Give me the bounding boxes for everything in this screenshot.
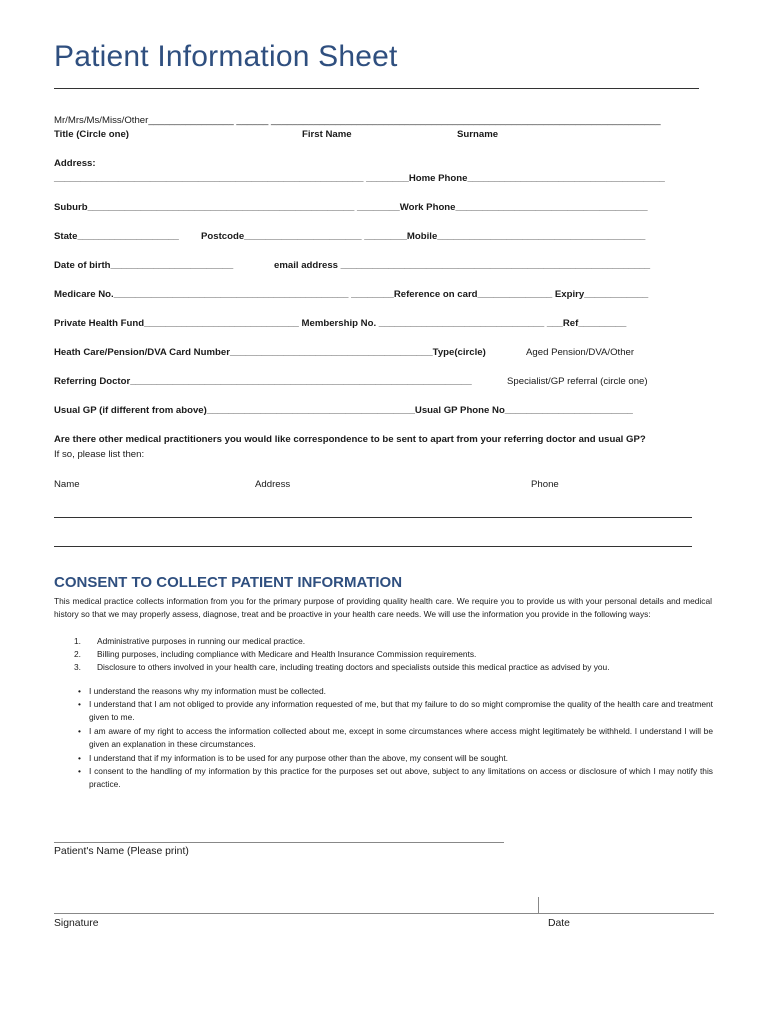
list-number-1: 1. [74,636,81,646]
dob-field[interactable]: Date of birth_______________________ [54,260,234,271]
address-home-phone-field[interactable]: __________________________________________________________ ________Home Phone_____________________________________ [54,173,665,184]
surname-label: Surname [457,129,499,140]
signature-label: Signature [54,918,99,929]
other-practitioners-question: Are there other medical practitioners you would like correspondence to be sent to apart from your referring doctor and usual GP? [54,434,646,445]
bullet-icon: • [78,753,81,763]
signature-divider [538,897,539,914]
date-label: Date [548,918,570,929]
practitioner-entry-line-1[interactable] [54,517,692,518]
signature-line[interactable] [54,913,714,914]
referral-options[interactable]: Specialist/GP referral (circle one) [507,376,648,387]
bullet-item-4: I understand that if my information is to be used for any purpose other than the above, my consent will be sought. [89,753,508,763]
title-rule [54,88,699,89]
bullet-item-5: I consent to the handling of my information by this practice for the purposes set out above, subject to any limitations on access or disclosure of which I may notify this practice. [89,766,713,790]
state-field[interactable]: State___________________ [54,231,179,242]
bullet-icon: • [78,686,81,696]
practitioner-entry-line-2[interactable] [54,546,692,547]
email-field[interactable]: email address __________________________________________________________ [274,260,651,271]
list-number-3: 3. [74,662,81,672]
private-health-field[interactable]: Private Health Fund_____________________________ Membership No. _______________________________ ___Ref_________ [54,318,627,329]
list-item-3: Disclosure to others involved in your health care, including treating doctors and specialists outside this medical practice as advised by you. [97,662,610,672]
col-address-label: Address [255,479,291,490]
referring-doctor-field[interactable]: Referring Doctor________________________________________________________________ [54,376,472,387]
col-phone-label: Phone [531,479,559,490]
bullet-icon: • [78,699,81,709]
consent-intro: This medical practice collects information from you for the primary purpose of providing quality health care. We require you to provide us with your personal details and medical history so that we may properly assess, diagnose, treat and be proactive in your health care needs. We will use the information you provide in the following ways: [54,596,712,620]
bullet-icon: • [78,766,81,776]
title-label: Title (Circle one) [54,129,129,140]
patient-name-line[interactable] [54,842,504,843]
usual-gp-field[interactable]: Usual GP (if different from above)_______________________________________Usual GP Phone No________________________ [54,405,633,416]
bullet-item-1: I understand the reasons why my information must be collected. [89,686,326,696]
page-title: Patient Information Sheet [54,40,398,73]
bullet-item-3: I am aware of my right to access the information collected about me, except in some circumstances where access might legitimately be withheld. I understand I will be given an explanation in these circumstances. [89,726,713,750]
medicare-field[interactable]: Medicare No.____________________________________________ ________Reference on card______________ Expiry____________ [54,289,649,300]
health-card-options[interactable]: Aged Pension/DVA/Other [526,347,635,358]
address-label: Address: [54,158,96,169]
health-card-field[interactable]: Heath Care/Pension/DVA Card Number______________________________________Type(circle) [54,347,486,358]
list-item-1: Administrative purposes in running our medical practice. [97,636,306,646]
col-name-label: Name [54,479,80,490]
list-number-2: 2. [74,649,81,659]
bullet-icon: • [78,726,81,736]
postcode-mobile-field[interactable]: Postcode______________________ ________Mobile_______________________________________ [201,231,646,242]
bullet-item-2: I understand that I am not obliged to provide any information requested of me, but that my failure to do so might compromise the quality of the health care and treatment given to me. [89,699,713,723]
suburb-work-phone-field[interactable]: Suburb__________________________________________________ ________Work Phone____________________________________ [54,202,648,213]
title-name-fields[interactable]: Mr/Mrs/Ms/Miss/Other________________ ______ _________________________________________________________________________ [54,115,661,126]
consent-heading: CONSENT TO COLLECT PATIENT INFORMATION [54,574,403,591]
first-name-label: First Name [302,129,352,140]
patient-name-label: Patient's Name (Please print) [54,846,189,857]
list-prompt: If so, please list then: [54,449,145,460]
list-item-2: Billing purposes, including compliance with Medicare and Health Insurance Commission requirements. [97,649,477,659]
